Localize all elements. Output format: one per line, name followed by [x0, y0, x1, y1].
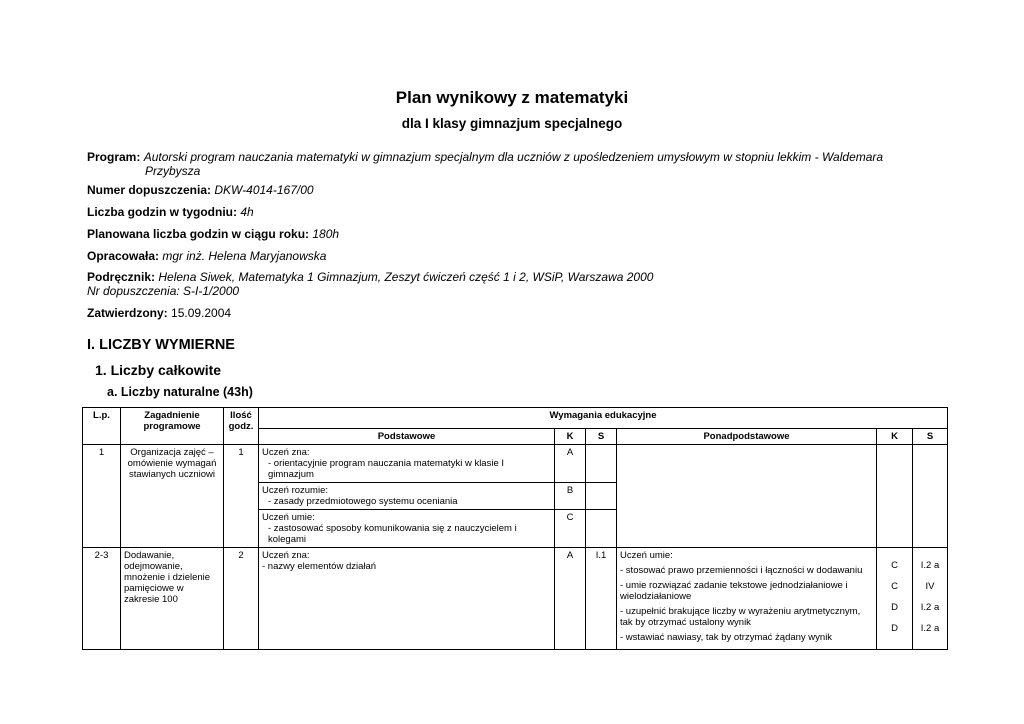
- program-value-cont: Przybysza: [145, 164, 201, 178]
- podrecznik-value: Helena Siwek, Matematyka 1 Gimnazjum, Zeszyt ćwiczeń część 1 i 2, WSiP, Warszawa 2000: [158, 270, 654, 284]
- podrecznik-nr: Nr dopuszczenia: S-I-1/2000: [87, 284, 240, 298]
- row1-umie-s: [586, 510, 617, 548]
- row1-zna: Uczeń zna:: [262, 447, 310, 458]
- row2-lp: 2-3: [83, 548, 121, 650]
- row1-zna-item: - orientacyjnie program nauczania matematyki w klasie I gimnazjum: [268, 458, 505, 480]
- row1-rozumie-item: - zasady przedmiotowego systemu oceniania: [268, 496, 458, 507]
- ponad-k-value: D: [891, 602, 898, 613]
- podrecznik-label: Podręcznik:: [87, 270, 156, 284]
- table-row: [83, 445, 948, 483]
- row1-zna-s: [586, 445, 617, 483]
- ponad-k-value: C: [891, 581, 898, 592]
- row1-zna-cell: [259, 445, 555, 483]
- header-k2: K: [877, 429, 913, 445]
- row1-rozumie-k: B: [555, 483, 586, 510]
- row2-zagadnienie: Dodawanie, odejmowanie, mnożenie i dzielenie pamięciowe w zakresie 100: [121, 548, 224, 650]
- godziny-label: Liczba godzin w tygodniu:: [87, 205, 237, 219]
- page-subtitle: dla I klasy gimnazjum specjalnego: [401, 116, 623, 131]
- row1-umie-k: C: [555, 510, 586, 548]
- row2-ponad-k: [877, 548, 913, 650]
- list-item: - umie rozwiązać zadanie tekstowe jednodziałaniowe i wielodziałaniowe: [620, 580, 848, 602]
- zatwierdzony-label: Zatwierdzony:: [87, 306, 168, 320]
- header-wymagania: Wymagania edukacyjne: [259, 408, 948, 429]
- row2-ilosc: 2: [224, 548, 259, 650]
- header-podstawowe: Podstawowe: [259, 429, 555, 445]
- page-title: Plan wynikowy z matematyki: [395, 88, 629, 107]
- meta-numer: [87, 183, 937, 197]
- ponad-s-value: I.2 a: [920, 602, 940, 613]
- row1-ponad-s: [913, 445, 948, 548]
- requirements-table: [82, 407, 948, 650]
- godziny-value: 4h: [240, 205, 254, 219]
- ponad-s-value: IV: [925, 581, 935, 592]
- row2-k: A: [555, 548, 586, 650]
- table-row: [83, 548, 948, 650]
- opracowala-value: mgr inż. Helena Maryjanowska: [162, 249, 327, 263]
- row2-ponad-header: Uczeń umie:: [620, 550, 673, 561]
- row1-zagadnienie: Organizacja zajęć – omówienie wymagań stawianych uczniowi: [121, 445, 224, 548]
- row2-zna-item: - nazwy elementów działań: [262, 561, 377, 572]
- header-zagadnienie: Zagadnienie programowe: [121, 408, 224, 445]
- row2-zna-cell: [259, 548, 555, 650]
- meta-zatwierdzony: [87, 306, 937, 320]
- ponad-s-value: I.2 a: [920, 560, 940, 571]
- opracowala-label: Opracowała:: [87, 249, 160, 263]
- row1-rozumie-cell: [259, 483, 555, 510]
- numer-value: DKW-4014-167/00: [214, 183, 314, 197]
- row2-zna: Uczeń zna:: [262, 550, 310, 561]
- list-item: - stosować prawo przemienności i łączności w dodawaniu: [620, 565, 863, 576]
- ponad-k-value: C: [891, 560, 898, 571]
- zatwierdzony-value: 15.09.2004: [171, 306, 232, 320]
- row1-umie: Uczeń umie:: [262, 512, 315, 523]
- row1-umie-cell: [259, 510, 555, 548]
- meta-opracowala: [87, 249, 937, 263]
- row1-rozumie-s: [586, 483, 617, 510]
- program-label: Program:: [87, 150, 141, 164]
- meta-program: [87, 150, 937, 178]
- header-k: K: [555, 429, 586, 445]
- list-item: - wstawiać nawiasy, tak by otrzymać żądany wynik: [620, 632, 833, 643]
- ponad-k-value: D: [891, 623, 898, 634]
- row1-ilosc: 1: [224, 445, 259, 548]
- row1-zna-k: A: [555, 445, 586, 483]
- row2-ponad: [617, 548, 877, 650]
- section-heading-3: a. Liczby naturalne (43h): [107, 385, 253, 399]
- section-heading-1: I. LICZBY WYMIERNE: [87, 337, 235, 353]
- program-value: Autorski program nauczania matematyki w gimnazjum specjalnym dla uczniów z upośledzeniem umysłowym w stopniu lekkim - Waldemara: [143, 150, 884, 164]
- row1-rozumie: Uczeń rozumie:: [262, 485, 328, 496]
- meta-podrecznik: [87, 270, 937, 298]
- numer-label: Numer dopuszczenia:: [87, 183, 212, 197]
- header-s2: S: [913, 429, 948, 445]
- ponad-s-value: I.2 a: [920, 623, 940, 634]
- plan-value: 180h: [312, 227, 340, 241]
- section-heading-2: 1. Liczby całkowite: [95, 362, 222, 378]
- plan-label: Planowana liczba godzin w ciągu roku:: [87, 227, 310, 241]
- meta-godziny: [87, 205, 937, 219]
- header-ilosc: Ilość godz.: [224, 408, 259, 445]
- list-item: - uzupełnić brakujące liczby w wyrażeniu arytmetycznym, tak by otrzymać ustalony wynik: [620, 606, 861, 628]
- header-s: S: [586, 429, 617, 445]
- meta-plan: [87, 227, 937, 241]
- row1-ponad-k: [877, 445, 913, 548]
- row1-ponad: [617, 445, 877, 548]
- header-lp: L.p.: [83, 408, 121, 445]
- header-ponadpodstawowe: Ponadpodstawowe: [617, 429, 877, 445]
- row2-ponad-s: [913, 548, 948, 650]
- row2-s: I.1: [586, 548, 617, 650]
- row1-lp: 1: [83, 445, 121, 548]
- row1-umie-item: - zastosować sposoby komunikowania się z nauczycielem i kolegami: [268, 523, 517, 545]
